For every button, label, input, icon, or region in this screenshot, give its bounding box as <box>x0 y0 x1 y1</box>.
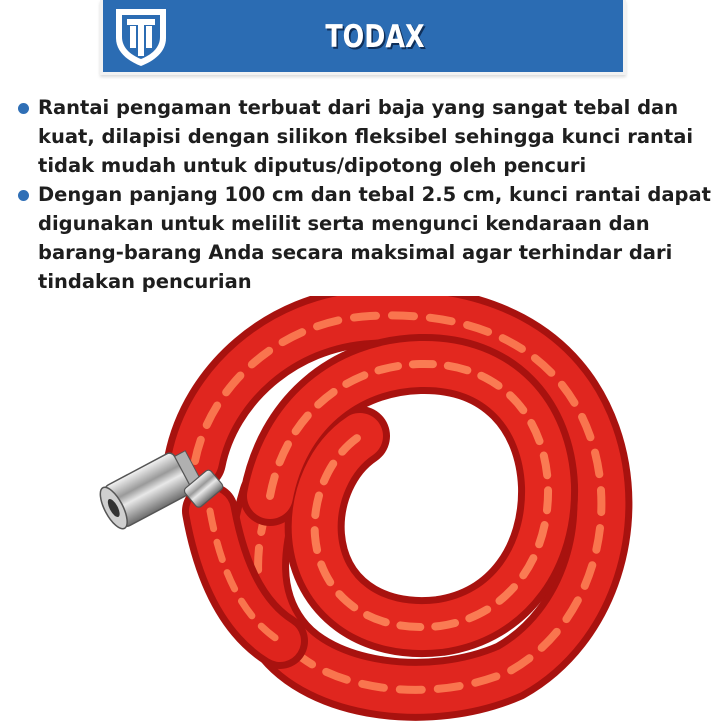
todax-shield-logo-icon <box>110 6 172 68</box>
feature-text: Rantai pengaman terbuat dari baja yang sangat tebal dan kuat, dilapisi dengan silikon fleksibel sehingga kunci rantai tidak mudah untuk diputus/dipotong oleh pencuri <box>38 96 694 177</box>
bullet-dot-icon <box>18 190 29 201</box>
brand-name: TODAX <box>325 19 425 55</box>
feature-list <box>18 93 718 296</box>
feature-item <box>18 93 718 180</box>
feature-text: Dengan panjang 100 cm dan tebal 2.5 cm, kunci rantai dapat digunakan untuk melilit serta mengunci kendaraan dan barang-barang Anda secara maksimal agar terhindar dari tindakan pencurian <box>38 183 711 293</box>
red-chain-lock-image <box>90 296 726 726</box>
bullet-dot-icon <box>18 103 29 114</box>
feature-item <box>18 180 718 296</box>
